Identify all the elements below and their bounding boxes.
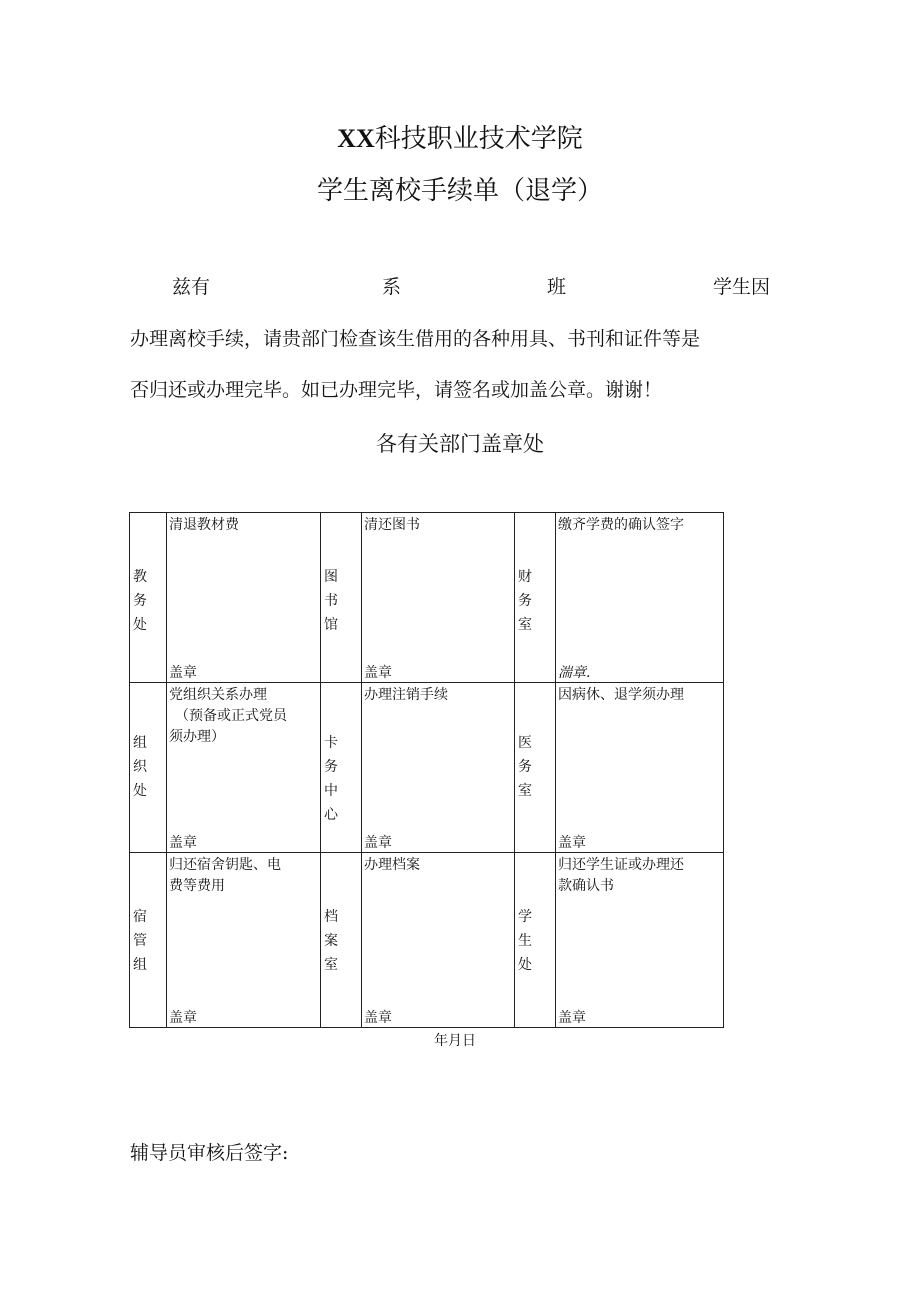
- dept-label: 医 务 室: [518, 735, 532, 799]
- seal-label: 盖章: [364, 1010, 392, 1026]
- dept-label: 卡 务 中 心: [324, 735, 338, 823]
- seal-label: 湍章.: [558, 665, 591, 681]
- cell-requirement: 归还学生证或办理还 款确认书: [558, 857, 684, 894]
- cell-requirement: 清还图书: [364, 517, 420, 533]
- seal-label: 盖章: [558, 1010, 586, 1026]
- dept-label: 宿 管 组: [133, 909, 147, 973]
- dept-cell-jiaowuchu: [130, 513, 167, 683]
- seal-label: 盖章: [169, 1010, 197, 1026]
- title-prefix: XX: [337, 124, 375, 153]
- table-row: [130, 683, 724, 853]
- cell-requirement: 办理档案: [364, 857, 420, 873]
- dept-label: 学 生 处: [518, 909, 532, 973]
- cell-requirement: 归还宿舍钥匙、电 费等费用: [169, 857, 281, 894]
- sign-cell-tushu[interactable]: [362, 513, 515, 683]
- approval-table: [129, 512, 724, 1028]
- seal-label: 盖章: [169, 665, 197, 681]
- cell-requirement: 办理注销手续: [364, 687, 448, 703]
- dept-label: 图 书 馆: [324, 569, 338, 633]
- dept-cell-kawuzhongxin: [321, 683, 362, 853]
- title-rest: 科技职业技术学院: [374, 124, 583, 154]
- dept-label: 教 务 处: [133, 569, 147, 633]
- cell-requirement: 党组织关系办理 （预备或正式党员 须办理）: [169, 687, 287, 745]
- dept-label: 档 案 室: [324, 909, 338, 973]
- seal-label: 盖章: [169, 835, 197, 851]
- table-row: [130, 513, 724, 683]
- intro-word-ziyou: 兹有: [172, 276, 211, 298]
- intro-line-1: [130, 272, 780, 298]
- dept-cell-yiwushi: [515, 683, 556, 853]
- seal-label: 盖章: [364, 835, 392, 851]
- sign-cell-dangan[interactable]: [362, 853, 515, 1028]
- section-title: 各有关部门盖章处: [376, 432, 544, 456]
- intro-line-2: 办理离校手续，请贵部门检查该生借用的各种用具、书刊和证件等是: [130, 328, 701, 350]
- document-title: [0, 118, 920, 155]
- cell-requirement: 因病休、退学须办理: [558, 687, 684, 703]
- dept-cell-caiwushi: [515, 513, 556, 683]
- document-subtitle: 学生离校手续单（退学）: [316, 176, 603, 206]
- sign-cell-dangzuzhi[interactable]: [167, 683, 321, 853]
- dept-label: 财 务 室: [518, 569, 532, 633]
- intro-word-ban: 班: [547, 276, 567, 298]
- sign-cell-jiaocai[interactable]: [167, 513, 321, 683]
- cell-requirement: 缴齐学费的确认签字: [558, 517, 684, 533]
- dept-cell-danganshi: [321, 853, 362, 1028]
- dept-cell-tushuguan: [321, 513, 362, 683]
- counselor-signature-label: 辅导员审核后签字:: [130, 1142, 289, 1164]
- dept-label: 组 织 处: [133, 735, 147, 799]
- table-row: [130, 853, 724, 1028]
- date-label: 年月日: [434, 1033, 476, 1049]
- seal-label: 盖章: [558, 835, 586, 851]
- intro-word-xueshengyin: 学生因: [713, 276, 771, 298]
- dept-cell-suguanzu: [130, 853, 167, 1028]
- dept-cell-xueshengchu: [515, 853, 556, 1028]
- cell-requirement: 清退教材费: [169, 517, 239, 533]
- sign-cell-bingxiu[interactable]: [556, 683, 724, 853]
- sign-cell-sushe[interactable]: [167, 853, 321, 1028]
- seal-label: 盖章: [364, 665, 392, 681]
- intro-word-xi: 系: [382, 276, 402, 298]
- dept-cell-zuzhichu: [130, 683, 167, 853]
- intro-line-3: 否归还或办理完毕。如已办理完毕，请签名或加盖公章。谢谢！: [130, 379, 663, 401]
- sign-cell-xuefei[interactable]: [556, 513, 724, 683]
- sign-cell-zhuxiao[interactable]: [362, 683, 515, 853]
- sign-cell-xueshengzheng[interactable]: [556, 853, 724, 1028]
